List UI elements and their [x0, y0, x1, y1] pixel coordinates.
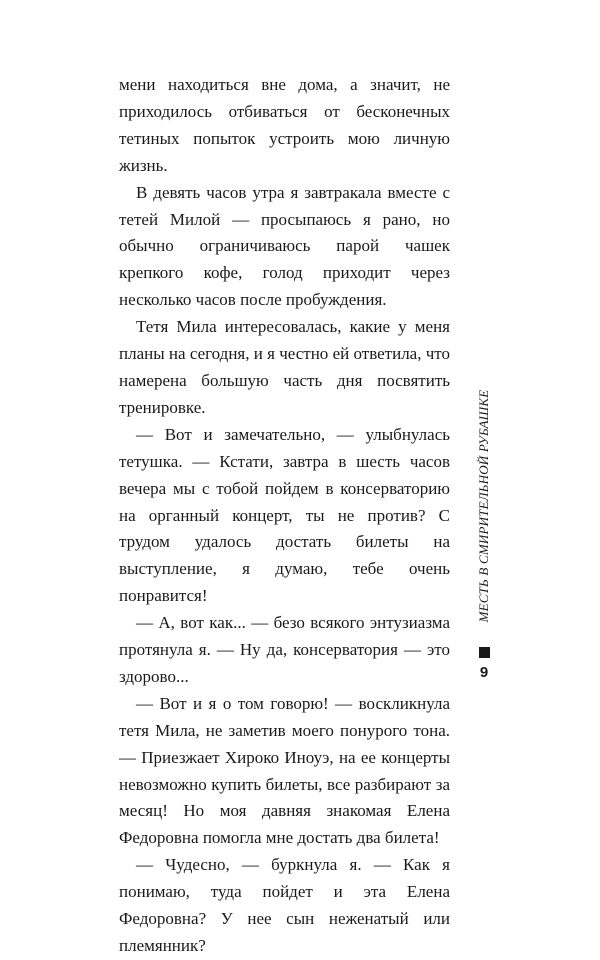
paragraph: Тетя Мила интересовалась, какие у меня планы на сегодня, и я честно ей ответила, что намерена большую часть дня посвятить тренировке. — [119, 317, 450, 417]
paragraph: — Вот и замечательно, — улыбнулась тетушка. — Кстати, завтра в шесть часов вечера мы с тобой пойдем в консерваторию на органный концерт, ты не против? С трудом удалось достать билеты на выступление, я думаю, тебе очень понравится! — [119, 424, 450, 606]
paragraph: — А, вот как... — безо всякого энтузиазма протянула я. — Ну да, консерватория — это здорово... — [119, 613, 450, 686]
paragraph: мени находиться вне дома, а значит, не приходилось отбиваться от бесконечных тетиных попыток устроить мою личную жизнь. — [119, 75, 450, 175]
section-marker — [479, 647, 490, 658]
paragraph: — Чудесно, — буркнула я. — Как я понимаю, туда пойдет и эта Елена Федоровна? У нее сын неженатый или племянник? — [119, 855, 450, 955]
body-text — [119, 72, 450, 960]
paragraph: В девять часов утра я завтракала вместе с тетей Милой — просыпаюсь я рано, но обычно ограничиваюсь парой чашек крепкого кофе, голод приходит через несколько часов после пробуждения. — [119, 182, 450, 310]
paragraph: — Вот и я о том говорю! — воскликнула тетя Мила, не заметив моего понурого тона. — Приезжает Хироко Иноуэ, на ее концерты невозможно купить билеты, все разбирают за месяц! Но моя давняя знакомая Елена Федоровна помогла мне достать два билета! — [119, 693, 450, 848]
running-title: МЕСТЬ В СМИРИТЕЛЬНОЙ РУБАШКЕ — [476, 389, 491, 623]
page-number: 9 — [479, 664, 489, 681]
